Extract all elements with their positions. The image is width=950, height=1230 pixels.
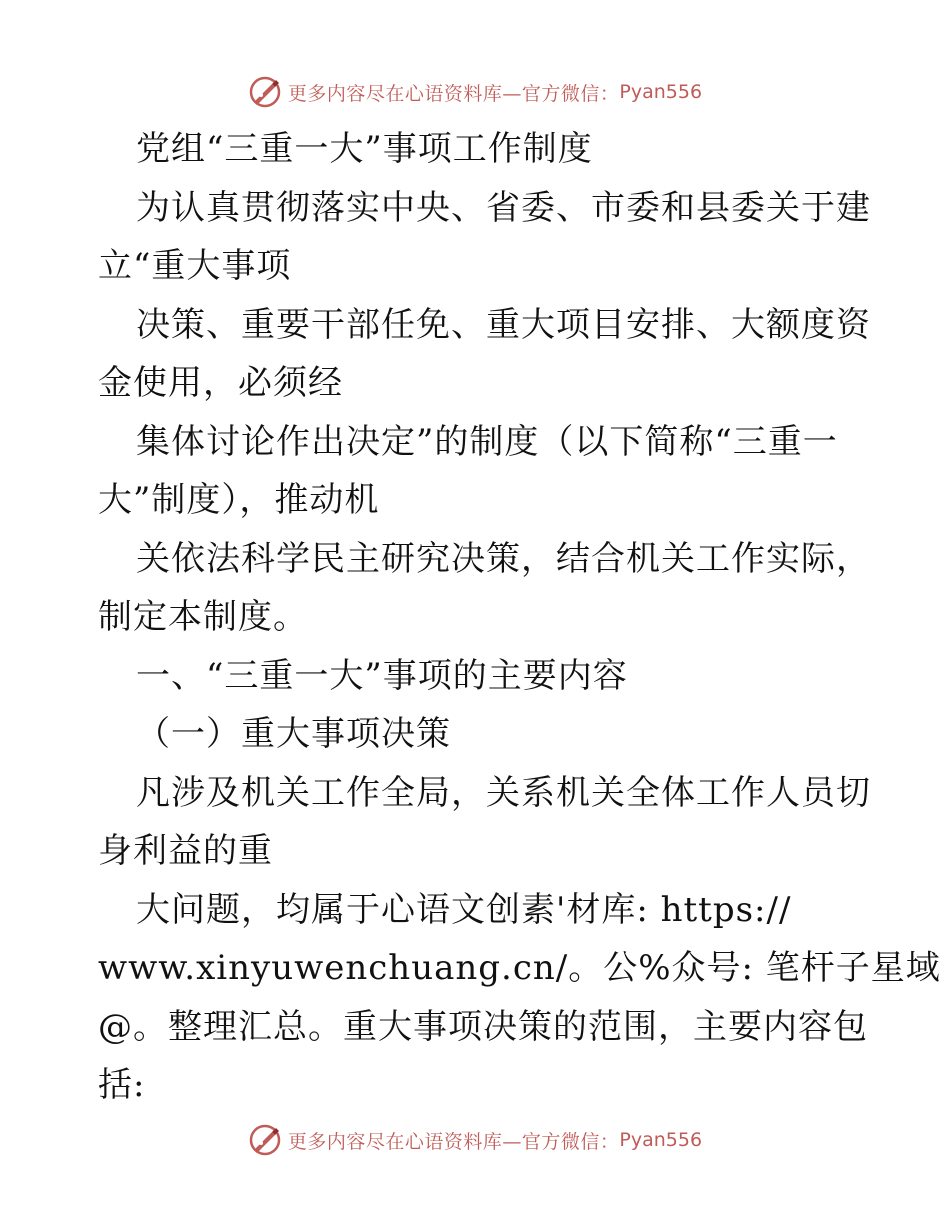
paragraph-line: @。整理汇总。重大事项决策的范围，主要内容包 (98, 1006, 868, 1047)
watermark-wechat-id: Pyan556 (619, 1129, 703, 1151)
subsection-heading: （一）重大事项决策 (136, 714, 451, 754)
paragraph-line: 决策、重要干部任免、重大项目安排、大额度资 (136, 304, 871, 345)
paragraph-line: 身利益的重 (98, 831, 273, 871)
watermark-wechat-id: Pyan556 (619, 81, 703, 103)
document-title: 党组“三重一大”事项工作制度 (136, 129, 593, 169)
footer-watermark (0, 1120, 950, 1160)
paragraph-line: 大问题，均属于心语文创素'材库: https:// (136, 889, 792, 930)
paragraph-line: 制定本制度。 (98, 597, 308, 637)
document-body (98, 120, 941, 1115)
paragraph-line: 关依法科学民主研究决策，结合机关工作实际， (136, 538, 871, 579)
watermark-text: 更多内容尽在心语资料库—官方微信： (287, 1130, 620, 1153)
pen-logo-icon (248, 75, 282, 109)
pen-logo-icon (248, 1123, 282, 1157)
paragraph-line: 大”制度），推动机 (98, 480, 380, 520)
paragraph-line: 金使用，必须经 (98, 363, 343, 403)
paragraph-line: www.xinyuwenchuang.cn/。公%众号: 笔杆子星域 (98, 948, 941, 988)
watermark-text: 更多内容尽在心语资料库—官方微信： (287, 82, 620, 105)
paragraph-line: 立“重大事项 (98, 246, 292, 286)
section-heading: 一、“三重一大”事项的主要内容 (136, 655, 628, 696)
paragraph-line: 凡涉及机关工作全局，关系机关全体工作人员切 (136, 772, 871, 813)
paragraph-line: 为认真贯彻落实中央、省委、市委和县委关于建 (136, 187, 871, 228)
paragraph-line: 括: (98, 1065, 146, 1105)
paragraph-line: 集体讨论作出决定”的制度（以下简称“三重一 (136, 421, 838, 462)
header-watermark (0, 72, 950, 112)
